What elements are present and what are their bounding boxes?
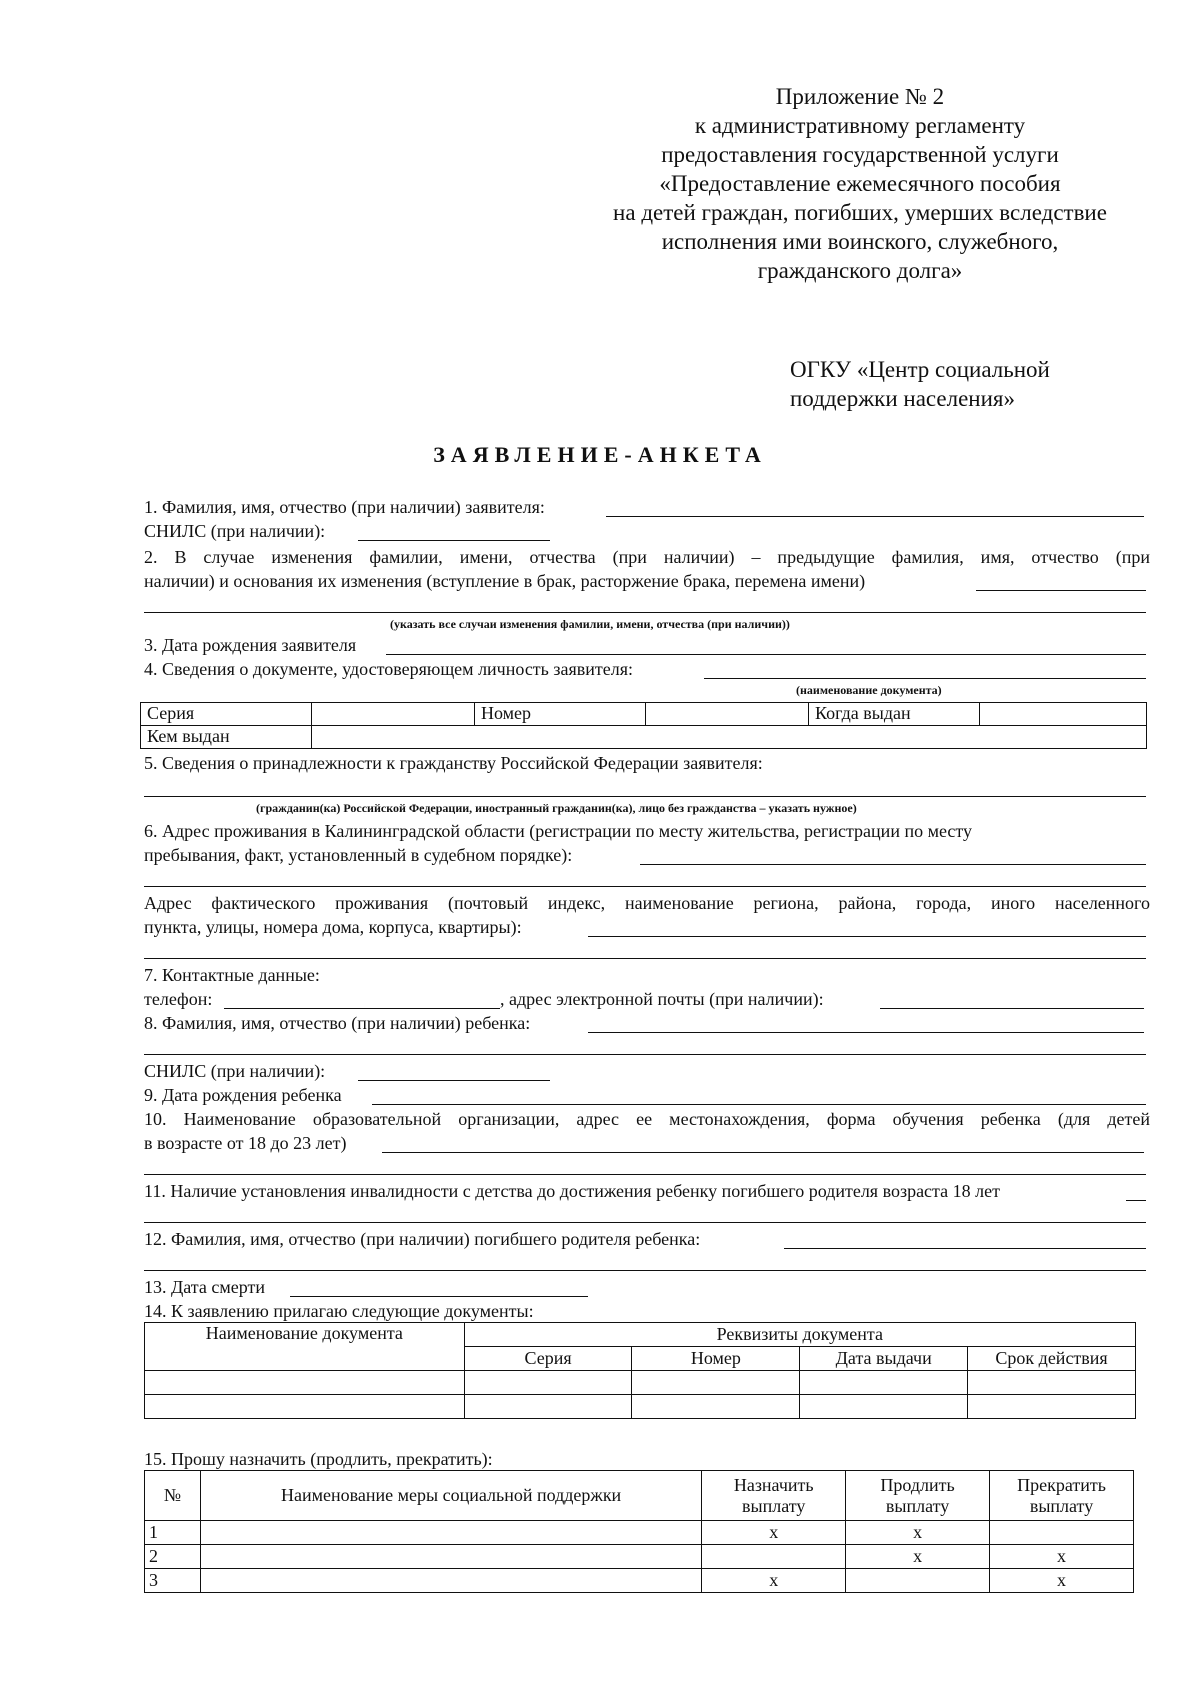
item-9-label: 9. Дата рождения ребенка [144, 1085, 342, 1105]
col-stop-header [990, 1471, 1134, 1521]
doc-table-cell[interactable] [464, 1371, 632, 1395]
item-14-label: 14. К заявлению прилагаю следующие документы: [144, 1301, 534, 1321]
row-number: 2 [145, 1545, 201, 1569]
doc-table-cell[interactable] [632, 1371, 800, 1395]
extend-mark[interactable]: x [846, 1521, 990, 1545]
col-measure-name-header: Наименование меры социальной поддержки [200, 1471, 701, 1521]
doc-column-header: Срок действия [968, 1347, 1136, 1371]
doc-table-cell[interactable] [800, 1371, 968, 1395]
item-4-label: 4. Сведения о документе, удостоверяющем личность заявителя: [144, 659, 634, 679]
document-title: ЗАЯВЛЕНИЕ-АНКЕТА [433, 442, 767, 467]
id-issued-by-label: Кем выдан [140, 725, 312, 749]
doc-details-header: Реквизиты документа [464, 1323, 1135, 1347]
addressee-line: поддержки населения» [790, 386, 1015, 411]
measures-table [144, 1470, 1134, 1593]
item-10-label-cont: в возрасте от 18 до 23 лет) [144, 1133, 347, 1153]
email-field[interactable] [880, 1008, 1144, 1009]
col-stop-header-line: выплату [1029, 1495, 1094, 1516]
col-assign-header-line: выплату [742, 1495, 806, 1516]
stop-mark[interactable]: x [990, 1569, 1134, 1593]
snils-label: СНИЛС (при наличии): [144, 521, 326, 541]
item-1-label: 1. Фамилия, имя, отчество (при наличии) заявителя: [144, 497, 545, 517]
table-row [145, 1569, 1134, 1593]
registration-address-field-2[interactable] [144, 886, 1146, 887]
registration-address-field[interactable] [640, 864, 1146, 865]
applicant-birthdate-field[interactable] [386, 654, 1146, 655]
id-document-field[interactable] [704, 678, 1146, 679]
item-13-label: 13. Дата смерти [144, 1277, 266, 1297]
table-row [145, 1521, 1134, 1545]
row-number: 3 [145, 1569, 201, 1593]
item-3-label: 3. Дата рождения заявителя [144, 635, 357, 655]
name-change-field[interactable] [976, 590, 1146, 591]
extend-mark[interactable]: x [846, 1545, 990, 1569]
name-change-hint: (указать все случаи изменения фамилии, имени, отчества (при наличии)) [390, 617, 790, 631]
assign-mark[interactable]: x [702, 1521, 846, 1545]
measure-name-field[interactable] [200, 1569, 701, 1593]
child-name-field[interactable] [588, 1032, 1144, 1033]
assign-mark[interactable] [702, 1545, 846, 1569]
id-document-hint: (наименование документа) [796, 683, 942, 697]
item-7-label: 7. Контактные данные: [144, 965, 320, 985]
actual-address-field-2[interactable] [144, 958, 1146, 959]
id-issued-when-label: Когда выдан [808, 702, 980, 726]
applicant-name-field[interactable] [606, 516, 1144, 517]
doc-table-cell[interactable] [145, 1371, 465, 1395]
doc-table-cell[interactable] [145, 1395, 465, 1419]
item-6-label-cont: пребывания, факт, установленный в судебном порядке): [144, 845, 573, 865]
doc-table-cell[interactable] [800, 1395, 968, 1419]
col-stop-header-line: Прекратить [1017, 1474, 1106, 1495]
addressee [790, 355, 1050, 413]
doc-name-header: Наименование документа [145, 1323, 465, 1371]
annex-line: предоставления государственной услуги [661, 142, 1059, 167]
name-change-field-2[interactable] [144, 612, 1146, 613]
stop-mark[interactable]: x [990, 1545, 1134, 1569]
disability-field-2[interactable] [144, 1222, 1146, 1223]
deceased-parent-name-field[interactable] [784, 1248, 1146, 1249]
annex-line: исполнения ими воинского, служебного, [661, 229, 1059, 254]
col-assign-header [702, 1471, 846, 1521]
doc-table-cell[interactable] [632, 1395, 800, 1419]
annex-line: на детей граждан, погибших, умерших вследствие [613, 200, 1107, 225]
col-extend-header-line: выплату [885, 1495, 950, 1516]
item-11-label: 11. Наличие установления инвалидности с детства до достижения ребенку погибшего родителя возраста 18 лет [144, 1181, 1000, 1201]
id-number-field[interactable] [645, 702, 809, 726]
item-8-label: 8. Фамилия, имя, отчество (при наличии) ребенка: [144, 1013, 531, 1033]
snils-field[interactable] [358, 540, 550, 541]
doc-table-cell[interactable] [968, 1371, 1136, 1395]
col-extend-header [846, 1471, 990, 1521]
item-2-label: 2. В случае изменения фамилии, имени, отчества (при наличии) – предыдущие фамилия, имя, отчество (при [144, 547, 1150, 567]
measure-name-field[interactable] [200, 1521, 701, 1545]
annex-line: к административному регламенту [694, 113, 1026, 138]
row-number: 1 [145, 1521, 201, 1545]
documents-table [144, 1322, 1136, 1419]
table-row [145, 1371, 1136, 1395]
disability-field[interactable] [1126, 1200, 1146, 1201]
child-snils-label: СНИЛС (при наличии): [144, 1061, 326, 1081]
doc-table-cell[interactable] [968, 1395, 1136, 1419]
annex-line: «Предоставление ежемесячного пособия [659, 171, 1061, 196]
id-number-label: Номер [474, 702, 646, 726]
phone-label: телефон: [144, 989, 213, 1009]
extend-mark[interactable] [846, 1569, 990, 1593]
doc-column-header: Серия [464, 1347, 632, 1371]
col-number-header: № [145, 1471, 201, 1521]
child-snils-field[interactable] [358, 1080, 550, 1081]
death-date-field[interactable] [290, 1296, 588, 1297]
doc-column-header: Номер [632, 1347, 800, 1371]
email-label: , адрес электронной почты (при наличии): [500, 989, 824, 1009]
child-birthdate-field[interactable] [372, 1104, 1146, 1105]
annex-line: Приложение № 2 [775, 84, 945, 109]
deceased-parent-name-field-2[interactable] [144, 1270, 1146, 1271]
item-12-label: 12. Фамилия, имя, отчество (при наличии) погибшего родителя ребенка: [144, 1229, 701, 1249]
actual-address-label-cont: пункта, улицы, номера дома, корпуса, квартиры): [144, 917, 522, 937]
annex-line: гражданского долга» [757, 258, 963, 283]
item-10-label: 10. Наименование образовательной организации, адрес ее местонахождения, форма обучения ребенка (для детей [144, 1109, 1150, 1129]
table-row [145, 1545, 1134, 1569]
citizenship-hint: (гражданин(ка) Российской Федерации, иностранный гражданин(ка), лицо без гражданства – указать нужное) [256, 801, 857, 815]
item-2-label-cont: наличии) и основания их изменения (вступление в брак, расторжение брака, перемена имени) [144, 571, 866, 591]
actual-address-field[interactable] [588, 936, 1146, 937]
id-series-label: Серия [140, 702, 312, 726]
item-6-label: 6. Адрес проживания в Калининградской области (регистрации по месту жительства, регистрации по месту [144, 821, 973, 841]
col-assign-header-line: Назначить [733, 1474, 814, 1495]
phone-field[interactable] [224, 1008, 500, 1009]
measure-name-field[interactable] [200, 1545, 701, 1569]
item-15-label: 15. Прошу назначить (продлить, прекратить): [144, 1449, 493, 1469]
id-issued-when-field[interactable] [979, 702, 1147, 726]
education-field-2[interactable] [144, 1174, 1146, 1175]
annex-header [540, 82, 1180, 285]
education-field[interactable] [382, 1152, 1144, 1153]
doc-table-cell[interactable] [464, 1395, 632, 1419]
child-name-field-2[interactable] [144, 1054, 1146, 1055]
citizenship-field[interactable] [144, 796, 1146, 797]
id-series-field[interactable] [311, 702, 475, 726]
item-5-label: 5. Сведения о принадлежности к гражданству Российской Федерации заявителя: [144, 753, 763, 773]
stop-mark[interactable] [990, 1521, 1134, 1545]
table-row [145, 1395, 1136, 1419]
actual-address-label: Адрес фактического проживания (почтовый индекс, наименование региона, района, города, иного населенного [144, 893, 1150, 913]
addressee-line: ОГКУ «Центр социальной [790, 357, 1050, 382]
doc-column-header: Дата выдачи [800, 1347, 968, 1371]
col-extend-header-line: Продлить [880, 1474, 955, 1495]
id-issued-by-field[interactable] [311, 725, 1147, 749]
assign-mark[interactable]: x [702, 1569, 846, 1593]
